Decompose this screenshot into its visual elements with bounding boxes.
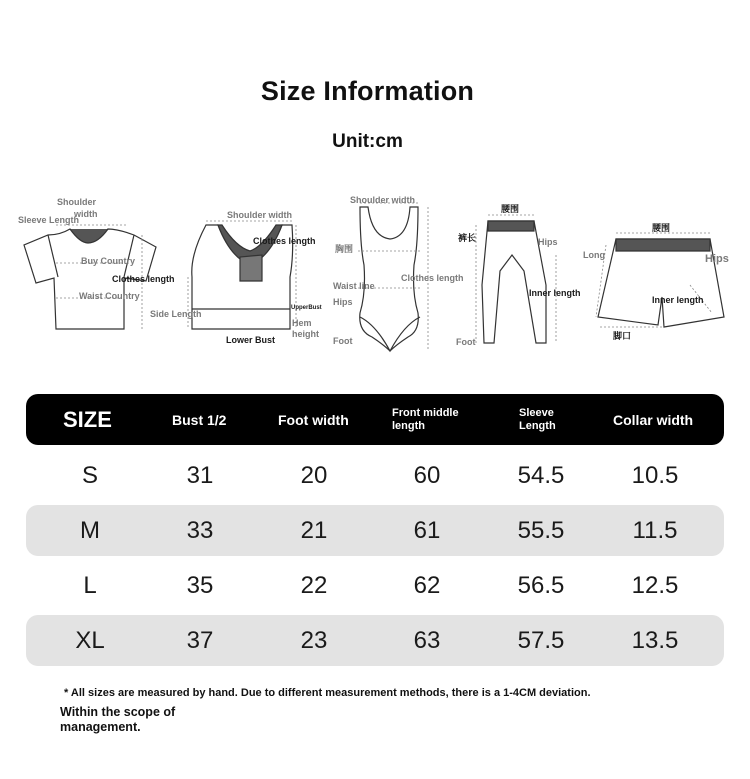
- cell-bust: 31: [186, 462, 214, 489]
- label-bodysuit-shoulder-width: Shoulder width: [350, 195, 415, 205]
- label-shorts-waist: 腰围: [652, 223, 671, 233]
- cell-bust: 37: [186, 627, 214, 654]
- label-tank-lower-bust: Lower Bust: [226, 335, 276, 345]
- label-tshirt-sleeve: Sleeve Length: [18, 215, 80, 225]
- cell-collar-width: 12.5: [631, 572, 679, 599]
- label-tank-upper-bust: UpperBust: [291, 305, 322, 311]
- cell-collar-width: 11.5: [632, 517, 678, 544]
- label-bodysuit-waistline: Waist line: [333, 281, 375, 291]
- size-row-s: [26, 450, 724, 501]
- cell-foot-width: 20: [300, 462, 328, 489]
- leggings-outline: [482, 221, 546, 343]
- label-tshirt-clothes-length: Clothes length: [112, 274, 175, 284]
- label-tank-shoulder-width: Shoulder width: [227, 210, 292, 220]
- header-foot-width: Foot width: [278, 411, 349, 428]
- cell-foot-width: 21: [300, 517, 328, 544]
- cell-size: M: [80, 517, 100, 544]
- size-row-xl: [26, 615, 724, 666]
- measurement-note: * All sizes are measured by hand. Due to different measurement methods, there is a 1-4CM deviation.: [64, 687, 591, 699]
- cell-sleeve-length: 54.5: [517, 462, 565, 489]
- header-bust: Bust 1/2: [172, 411, 227, 428]
- cell-collar-width: 10.5: [631, 462, 679, 489]
- label-tank-hem: Hem: [292, 318, 312, 328]
- label-bodysuit-clothes-length: Clothes length: [401, 273, 464, 283]
- cell-collar-width: 13.5: [631, 627, 679, 654]
- cell-bust: 35: [186, 572, 214, 599]
- garment-illustrations: [0, 185, 750, 360]
- header-collar-width: Collar width: [613, 411, 694, 428]
- cell-front-middle-length: 63: [413, 627, 441, 654]
- header-size: SIZE: [63, 406, 112, 432]
- cell-bust: 33: [186, 517, 214, 544]
- cell-size: L: [83, 572, 97, 599]
- garment-diagrams: [0, 185, 750, 360]
- label-leggings-foot: Foot: [456, 337, 476, 347]
- label-shorts-long: Long: [583, 250, 605, 260]
- label-shorts-hips: Hips: [705, 253, 729, 265]
- header-front-middle-length: Front middle length: [392, 406, 459, 432]
- label-bodysuit-foot: Foot: [333, 336, 353, 346]
- label-shorts-inner-length: Inner length: [652, 295, 704, 305]
- size-table-header: [26, 394, 724, 445]
- cell-size: XL: [75, 627, 105, 654]
- label-tank-height: height: [292, 329, 319, 339]
- cell-sleeve-length: 56.5: [517, 572, 565, 599]
- label-shorts-hem: 脚口: [613, 331, 632, 341]
- label-tank-clothes-length: Clothes length: [253, 236, 316, 246]
- cell-foot-width: 22: [300, 572, 328, 599]
- page-title: Size Information: [260, 76, 475, 106]
- label-bodysuit-bust: 胸围: [335, 244, 354, 254]
- label-leggings-hips: Hips: [538, 237, 558, 247]
- label-leggings-waist: 腰围: [501, 204, 520, 214]
- unit-label: Unit:cm: [332, 131, 403, 152]
- label-tshirt-width: width: [74, 209, 98, 219]
- size-row-l: [26, 560, 724, 611]
- label-bodysuit-hips: Hips: [333, 297, 353, 307]
- label-tank-side-length: Side Length: [150, 309, 202, 319]
- label-tshirt-buy-country: Buy Country: [81, 256, 135, 266]
- label-tshirt-shoulder: Shoulder: [57, 197, 97, 207]
- label-leggings-length: 裤长: [458, 233, 477, 243]
- label-tshirt-waist-country: Waist Country: [79, 291, 140, 301]
- cell-foot-width: 23: [300, 627, 328, 654]
- cell-size: S: [81, 462, 98, 489]
- cell-sleeve-length: 55.5: [517, 517, 565, 544]
- size-row-m: [26, 505, 724, 556]
- cell-front-middle-length: 61: [413, 517, 441, 544]
- management-note: Within the scope of management.: [60, 705, 176, 734]
- label-leggings-inner-length: Inner length: [529, 288, 581, 298]
- cell-sleeve-length: 57.5: [517, 627, 565, 654]
- cell-front-middle-length: 60: [413, 462, 441, 489]
- header-sleeve-length: Sleeve Length: [519, 406, 556, 432]
- cell-front-middle-length: 62: [413, 572, 441, 599]
